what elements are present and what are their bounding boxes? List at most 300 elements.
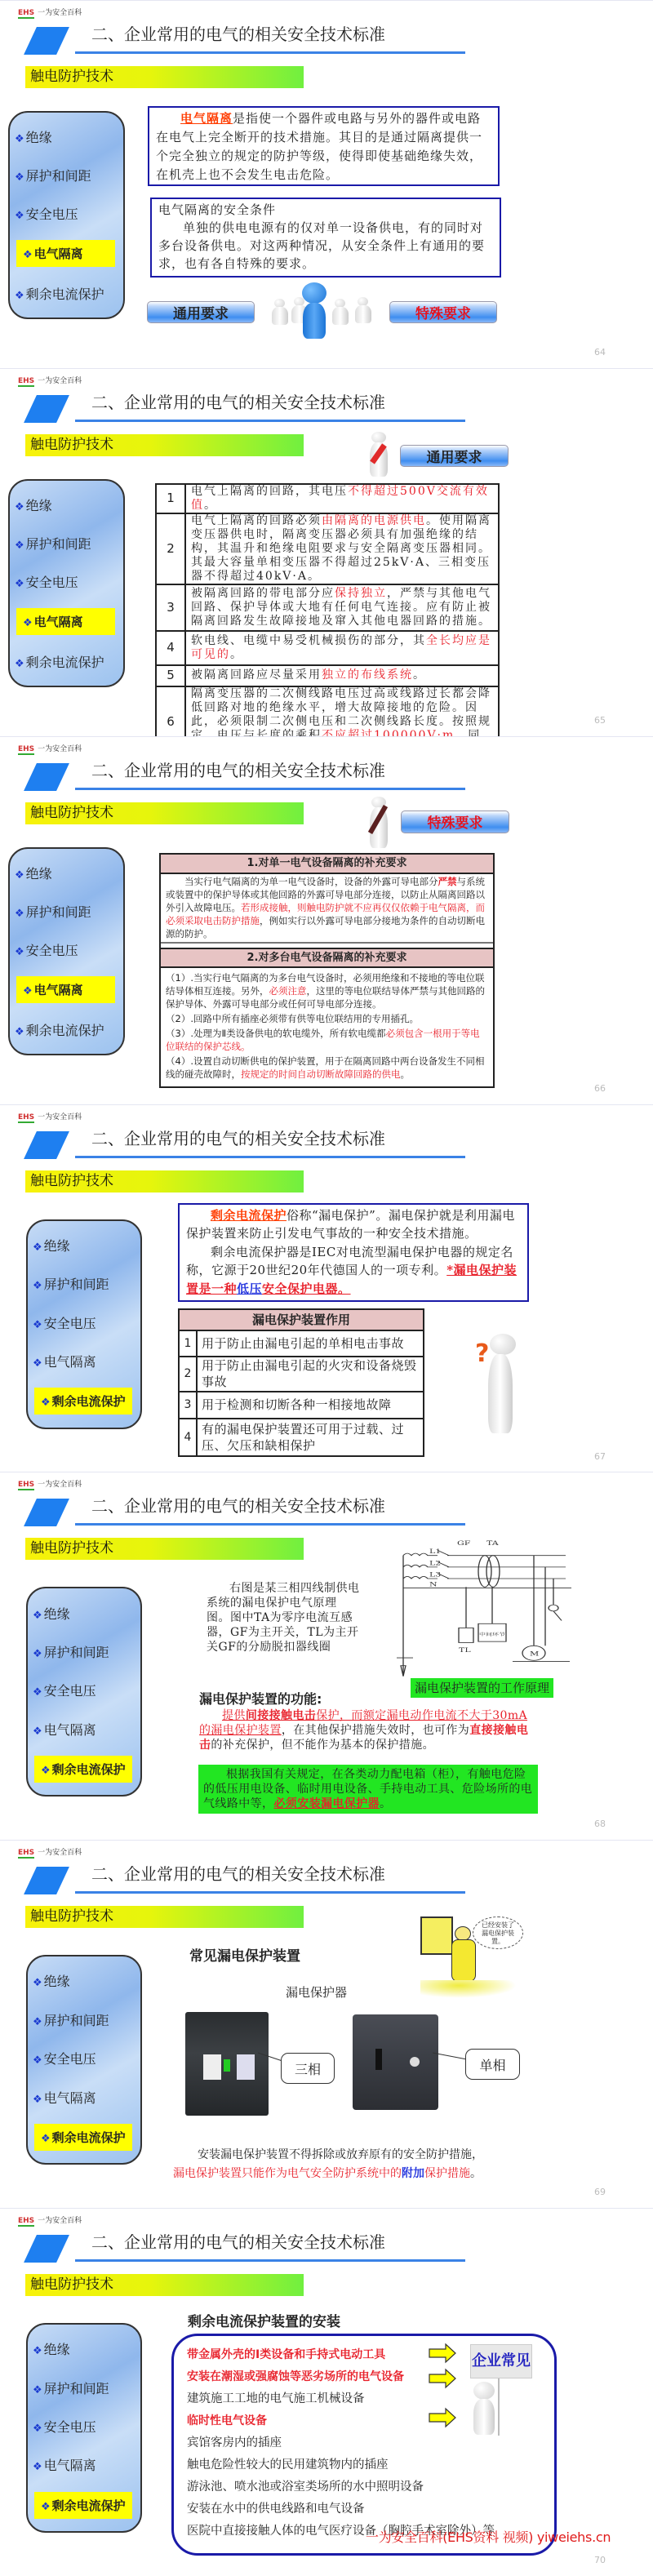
text-segment: 必须包含一根用于等电位联结的保护芯线。 [166,1027,480,1052]
functions-title: 漏电保护装置的功能: [199,1691,322,1708]
nav-item-4[interactable] [34,2124,132,2151]
table-row [179,1330,424,1357]
label-n: N [429,1581,438,1589]
slide-65 [0,368,653,736]
question-mark-icon: ? [475,1339,490,1368]
diamond-bullet-icon: ❖ [41,2132,51,2145]
logo-mark: EHS [18,9,35,17]
nav-item-label: 剩余电流保护 [51,1762,126,1778]
text-segment: 间接接触电击 [245,1709,317,1723]
nav-item-label: 安全电压 [43,2419,96,2436]
page-title: 二、企业常用的电气的相关安全技术标准 [91,760,385,780]
text-segment: 保持独立 [335,586,387,600]
text-segment: （2）.回路中所有插座必须带有供等电位联结用的专用插孔。 [166,1012,419,1024]
text-segment: 电气隔离 [180,111,233,126]
nav-item-2[interactable] [28,1678,140,1702]
diamond-bullet-icon: ❖ [15,133,24,145]
title-accent-shape [24,1867,69,1894]
general-requirements-button[interactable] [147,301,255,323]
general-requirements-table [155,483,500,758]
nav-item-label: 屏护和间距 [25,535,91,552]
text-segment: 安全保护电器。 [262,1281,351,1296]
row-text [185,484,499,513]
single-phase-callout [465,2049,520,2080]
nav-item-2[interactable] [10,570,123,593]
row-number: 1 [156,484,185,513]
button-label: 特殊要求 [427,815,483,833]
nav-item-3[interactable] [16,976,115,1003]
diamond-bullet-icon: ❖ [15,868,24,882]
device-label: 漏电保护器 [286,1985,348,2001]
slide-70 [0,2208,653,2576]
row-text: 用于检测和切断各种一相接地故障 [197,1392,424,1419]
label-gf: GF [457,1540,471,1548]
installation-item: 医院中直接接触人体的电气医疗设备（胸腔手术室除外）等 [187,2525,495,2538]
diamond-bullet-icon: ❖ [33,2461,42,2474]
diamond-bullet-icon: ❖ [33,1241,42,1254]
diamond-bullet-icon: ❖ [33,1977,42,1990]
single-device-header: 1.对单一电气设备隔离的补充要求 [161,855,493,874]
table-row [179,1419,424,1456]
nav-item-2[interactable] [28,2046,140,2070]
arrow-right-icon [429,2344,455,2362]
logo-text: 一为安全百科 [38,744,82,753]
nav-item-0[interactable] [28,1969,140,1992]
logo-text: 一为安全百科 [38,2217,82,2226]
text-segment: 。使用隔离变压器供电时，隔离变压器必须具有加强绝缘的结构，其温升和绝缘电阻要求与安全隔离变压器相同。其最大容量单相变压器不得超过25kV·A、三相变压器不得超过40kV·A。 [191,513,491,583]
text-segment: 与系统或装置中的保护导体或其他回路的外露可导电部分连接，以防止从隔离回路以外引入故障电压。 [166,875,485,913]
text-segment: 隔离变压器的二次侧线路电压过高或线路过长都会降低回路对地的绝缘水平，增大故障接地的危险。因此，必须限制二次侧电压和二次侧线路长度。按照规 [191,686,491,728]
three-phase-callout [281,2053,335,2084]
topic-nav [8,111,125,319]
requirement-item [166,971,488,1010]
row-number: 3 [179,1392,197,1419]
arrow-right-icon [429,2409,455,2427]
definition-text [156,109,491,184]
label-l2: L2 [429,1560,442,1567]
text-segment: 。 [380,1797,392,1811]
nav-item-label: 屏护和间距 [25,904,91,920]
title-underline [75,420,465,422]
nav-item-label: 屏护和间距 [43,2012,109,2028]
diamond-bullet-icon: ❖ [33,1725,42,1738]
text-segment: 被隔离回路的带电部分应 [191,586,335,600]
three-phase-rcd-image [185,2012,269,2116]
nav-item-1[interactable] [28,1272,140,1295]
special-requirements-button[interactable] [389,301,497,323]
text-segment: 保护措施 [424,2167,470,2181]
row-number: 3 [156,584,185,631]
title-underline [75,788,465,790]
nav-item-label: 安全电压 [25,207,78,222]
nav-item-0[interactable] [10,493,123,517]
diamond-bullet-icon: ❖ [33,1686,42,1699]
nav-item-1[interactable] [10,899,123,923]
text-segment: 俗称“漏电保护”。漏电保护就是利用漏电保护装置来防止引发电气事故的一种安全技术措施。 [186,1207,515,1241]
nav-item-label: 绝缘 [43,1237,70,1254]
diamond-bullet-icon: ❖ [33,2054,42,2067]
text-segment: 漏电保护装置只能作为电气安全防护系统中的 [173,2167,402,2181]
logo-mark: EHS [18,1849,35,1858]
table-row [156,513,499,584]
diamond-bullet-icon: ❖ [33,2093,42,2106]
brand-logo [18,7,82,17]
table-row [156,484,499,513]
nav-item-label: 剩余电流保护 [25,654,104,670]
title-accent-shape [24,1131,69,1159]
diamond-bullet-icon: ❖ [33,1357,42,1370]
section-banner: 触电防护技术 [25,1906,304,1928]
button-label: 通用要求 [426,449,482,466]
rcd-definition-text [186,1206,521,1243]
row-text [185,513,499,584]
nav-item-2[interactable] [10,938,123,962]
row-number: 4 [179,1419,197,1456]
logo-text: 一为安全百科 [38,9,82,17]
page-number: 65 [594,714,606,726]
nav-item-label: 安全电压 [43,1683,96,1699]
topic-nav [26,1587,142,1797]
diamond-bullet-icon: ❖ [33,2345,42,2358]
logo-text: 一为安全百科 [38,1113,82,1121]
person-figure-icon [351,297,375,324]
installation-item: 建筑施工工地的电气施工机械设备 [187,2392,365,2406]
installation-item: 游泳池、喷水池或浴室类场所的水中照明设备 [187,2481,424,2494]
diagram-caption: 漏电保护装置的工作原理 [411,1678,553,1698]
person-holding-sign-icon [470,2378,506,2437]
nav-item-label: 屏护和间距 [43,1277,109,1293]
title-underline [75,2259,465,2262]
logo-mark: EHS [18,1481,35,1490]
page-title: 二、企业常用的电气的相关安全技术标准 [91,1128,385,1148]
row-text [185,631,499,665]
nav-item-label: 绝缘 [25,865,52,882]
section-banner: 触电防护技术 [25,1538,304,1560]
row-number: 1 [179,1330,197,1357]
nav-item-4[interactable] [34,1756,132,1783]
diamond-bullet-icon: ❖ [15,171,24,184]
table-row [179,1392,424,1419]
text-segment: 保护，而额定漏电动作电流不大于30mA 的漏电保护装置 [199,1709,528,1738]
diamond-bullet-icon: ❖ [41,1397,51,1410]
title-underline [75,1156,465,1158]
button-label: 特殊要求 [415,306,471,322]
title-accent-shape [24,27,69,55]
rcd-definition-box [178,1203,529,1302]
installation-item: 宾馆客房内的插座 [187,2436,282,2450]
arrow-icons [429,2343,456,2427]
nav-item-0[interactable] [28,1233,140,1257]
nav-item-3[interactable] [28,2453,140,2476]
nav-item-0[interactable] [28,2337,140,2361]
nav-item-3[interactable] [28,1717,140,1741]
watermark: 一为安全百科(EHS资料 视频) yiweiehs.cn [366,2529,611,2546]
label-l1: L1 [429,1548,442,1556]
brand-logo [18,375,82,385]
installation-item: 安装在潮湿或强腐蚀等恶劣场所的电气设备 [187,2370,404,2384]
general-requirements-button[interactable] [400,445,509,467]
nav-item-2[interactable] [28,1311,140,1335]
logo-text: 一为安全百科 [38,376,82,385]
callout-label: 单相 [479,2057,506,2073]
text-segment: 严禁 [438,875,457,887]
nav-item-label: 电气隔离 [43,2458,96,2474]
topic-nav [26,1955,142,2165]
text-segment: 软电线、电缆中易受机械损伤的部分，其 [191,633,426,647]
slide-66 [0,736,653,1104]
label-l3: L3 [429,1571,442,1579]
nav-item-1[interactable] [10,531,123,555]
nav-item-label: 屏护和间距 [25,168,91,184]
page-title: 二、企业常用的电气的相关安全技术标准 [91,2232,385,2253]
row-number: 6 [156,686,185,757]
diamond-bullet-icon: ❖ [15,577,24,590]
topic-nav [8,847,125,1055]
nav-item-1[interactable] [28,2376,140,2400]
text-segment: ，这里的等电位联结导体严禁与其他回路的保护导体、外露可导电部分或任何可导电部分连接。 [166,984,485,1010]
label-ta: TA [486,1540,499,1548]
nav-item-label: 绝缘 [25,497,52,513]
definition-box [148,106,500,186]
callout-label: 三相 [294,2061,321,2077]
page-number: 64 [594,347,606,358]
nav-item-label: 绝缘 [25,130,52,145]
nav-item-0[interactable] [28,1601,140,1625]
diamond-bullet-icon: ❖ [41,2500,51,2513]
row-text: 用于防止由漏电引起的火灾和设备烧毁事故 [197,1357,424,1392]
speech-bubble: 已经安装了漏电保护装置。 [473,1916,523,1949]
row-number: 5 [156,665,185,686]
nav-item-label: 电气隔离 [43,1353,96,1370]
nav-item-2[interactable] [10,202,123,225]
functions-text [199,1708,529,1752]
diamond-bullet-icon: ❖ [33,1609,42,1622]
diamond-bullet-icon: ❖ [15,210,24,222]
nav-item-4[interactable] [34,2492,132,2519]
safety-conditions-box [150,198,501,278]
nav-item-label: 屏护和间距 [43,1644,109,1660]
nav-item-1[interactable] [10,163,123,187]
multi-device-list [161,968,493,1086]
diamond-bullet-icon: ❖ [23,616,33,629]
requirement-item [166,1012,488,1025]
leader-figure-icon [297,282,331,340]
special-requirements-panel [159,853,495,1088]
text-segment: 全长均应是可见的 [191,633,491,661]
devices-heading: 常见漏电保护装置 [189,1948,300,1965]
nav-item-3[interactable] [16,240,115,267]
text-segment: 低压 [237,1281,263,1296]
diamond-bullet-icon: ❖ [15,290,24,302]
title-accent-shape [24,763,69,791]
logo-mark: EHS [18,376,35,385]
section-banner: 触电防护技术 [25,66,304,88]
nav-item-3[interactable] [28,2085,140,2109]
special-requirements-button[interactable] [401,811,509,833]
slide-67 [0,1104,653,1472]
sign-board: 企业常见 [470,2344,532,2378]
button-label: 通用要求 [173,306,229,322]
diamond-bullet-icon: ❖ [33,2423,42,2436]
page-title: 二、企业常用的电气的相关安全技术标准 [91,392,385,412]
title-underline [75,1891,465,1894]
label-intermediate: 中间环节 [479,1632,505,1637]
nav-item-1[interactable] [28,2008,140,2032]
page-number: 70 [594,2555,606,2566]
text-segment: （3）.处理为Ⅱ类设备供电的软电缆外，所有软电缆都 [166,1027,386,1039]
person-with-tool-icon [364,797,393,849]
text-segment: 的补充保护，但不能作为基本的保护措施。 [211,1739,435,1752]
nav-item-label: 屏护和间距 [43,2380,109,2396]
nav-item-label: 绝缘 [43,1606,70,1622]
slide-68 [0,1472,653,1840]
table-row [156,584,499,631]
text-segment: 独立的布线系统 [322,668,413,682]
text-segment: 当实行电气隔离的为单一电气设备时，设备的外露可导电部分 [184,875,438,887]
label-motor: M [530,1650,540,1659]
page-number: 67 [594,1450,606,1462]
nav-item-label: 剩余电流保护 [51,2498,126,2513]
nav-item-label: 安全电压 [25,574,78,590]
nav-item-label: 安全电压 [43,1315,96,1331]
nav-item-label: 剩余电流保护 [51,1394,126,1410]
regulation-box [198,1765,538,1814]
nav-item-4[interactable] [34,1388,132,1415]
logo-text: 一为安全百科 [38,1481,82,1490]
arrow-right-icon [429,2369,455,2387]
nav-item-2[interactable] [28,2414,140,2438]
row-text: 有的漏电保护装置还可用于过载、过压、欠压和缺相保护 [197,1419,424,1456]
title-underline [75,1523,465,1526]
nav-item-1[interactable] [28,1640,140,1663]
nav-item-label: 剩余电流保护 [25,1022,104,1038]
label-tl: TL [459,1647,471,1654]
text-segment: 提供 [222,1709,246,1723]
person-figure-icon [328,299,353,326]
section-banner: 触电防护技术 [25,434,304,456]
page-title: 二、企业常用的电气的相关安全技术标准 [91,1496,385,1517]
nav-item-label: 安全电压 [43,2051,96,2067]
installation-item: 安装在水中的供电线路和电气设备 [187,2503,365,2516]
page-number: 66 [594,1082,606,1094]
text-segment: 若形成接触，则触电防护就不应再仅仅依赖于电气隔离，而必须采取电击防护措施 [166,901,485,926]
brand-logo [18,743,82,753]
nav-item-3[interactable] [16,608,115,635]
text-segment: 由隔离的电源供电 [322,513,426,527]
title-accent-shape [24,2235,69,2263]
diamond-bullet-icon: ❖ [33,2015,42,2028]
text-segment: ，在其他保护措施失效时，也可作为 [281,1724,470,1738]
title-underline [75,51,465,54]
diagram-description: 右图是某三相四线制供电系统的漏电保护电气原理图。图中TA为零序电流互感器，GF为主开关，TL为主开关GF的分励脱扣器线圈 [207,1582,360,1654]
text-segment: ，例如实行以外露可导电部分接地为条件的自动切断电源的防护。 [166,914,485,939]
text-segment: 电气上隔离的回路，其电压 [191,484,348,498]
person-with-tool-icon [364,432,393,477]
topic-nav [26,1219,142,1429]
text-segment: *漏电保护装置是一种 [186,1263,518,1296]
text-segment: 不得超过500V交流有效值 [191,484,489,512]
supplementary-note [173,2166,482,2181]
installation-item: 触电危险性较大的民用建筑物内的插座 [187,2458,389,2472]
safety-conditions-title: 电气隔离的安全条件 [158,202,277,217]
nav-item-3[interactable] [28,1349,140,1373]
text-segment: 根据我国有关规定，在各类动力配电箱（柜），有触电危险的低压用电设备、临时用电设备、手持电动工具、危险场所的电气线路中等， [203,1768,533,1811]
diamond-bullet-icon: ❖ [15,657,24,670]
nav-item-label: 电气隔离 [33,614,83,629]
page-title: 二、企业常用的电气的相关安全技术标准 [91,1864,385,1885]
nav-item-label: 电气隔离 [43,2090,96,2106]
nav-item-4[interactable] [10,650,123,673]
worker-cartoon-icon [420,1916,526,1998]
single-device-text [161,874,493,942]
nav-item-4[interactable] [10,1018,123,1042]
topic-nav [26,2323,142,2533]
text-segment: （1）.当实行电气隔离的为多台电气设备时，必须用绝缘和不接地的等电位联结导体相互连接。另外， [166,971,485,997]
text-segment: 。 [230,647,243,661]
brand-logo [18,1111,82,1121]
question-person-icon [473,1334,524,1436]
requirement-item [166,1055,488,1081]
installation-heading: 剩余电流保护装置的安装 [188,2314,340,2331]
text-segment: （4）.设置自动切断供电的保护装置，用于在隔离回路中两台设备发生不同相线的碰壳故障时， [166,1055,485,1080]
section-banner: 触电防护技术 [25,2274,304,2296]
diamond-bullet-icon: ❖ [15,907,24,920]
nav-item-label: 安全电压 [25,942,78,958]
logo-mark: EHS [18,2217,35,2226]
topic-nav [8,479,125,687]
nav-item-4[interactable] [10,282,123,305]
diamond-bullet-icon: ❖ [23,984,33,997]
nav-item-label: 绝缘 [43,2342,70,2358]
diamond-bullet-icon: ❖ [15,500,24,513]
multi-device-header: 2.对多台电气设备隔离的补充要求 [161,949,493,968]
installation-list [187,2344,495,2543]
table-title: 漏电保护装置作用 [179,1309,424,1330]
diamond-bullet-icon: ❖ [33,1318,42,1331]
brand-logo [18,1846,82,1857]
installation-note: 安装漏电保护装置不得拆除或放弃原有的安全防护措施， [198,2148,483,2162]
leakage-circuit-diagram [390,1534,574,1681]
slide-64 [0,0,653,368]
text-segment: 。 [470,2167,482,2181]
row-text: 用于防止由漏电引起的单相电击事故 [197,1330,424,1357]
nav-item-label: 电气隔离 [43,1721,96,1738]
diamond-bullet-icon: ❖ [41,1765,51,1778]
nav-item-0[interactable] [10,861,123,885]
safety-conditions-text: 单独的供电电源有的仅对单一设备供电，有的同时对多台设备供电。对这两种情况，从安全条件上有通用的要求，也有各自特殊的要求。 [158,220,486,271]
section-banner: 触电防护技术 [25,802,304,824]
slide-69 [0,1840,653,2208]
page-title: 二、企业常用的电气的相关安全技术标准 [91,24,385,44]
text-segment: 电气上隔离的回路必须 [191,513,322,527]
text-segment: 。 [204,498,217,512]
text-segment: 直接接触电击 [199,1724,529,1752]
text-segment: 被隔离回路应尽量采用 [191,668,322,682]
nav-item-0[interactable] [10,125,123,149]
nav-item-label: 剩余电流保护 [51,2130,126,2145]
logo-mark: EHS [18,1113,35,1121]
logo-mark: EHS [18,744,35,753]
rcd-origin-text [186,1243,521,1299]
title-accent-shape [24,395,69,423]
diamond-bullet-icon: ❖ [33,1647,42,1660]
text-segment: ，严禁与其他电气回路、保护导体或大地有任何电气连接。应有防止被隔离回路发生故障接地及窜入其他电器回路的措施。 [191,586,491,628]
row-number: 2 [156,513,185,584]
diamond-bullet-icon: ❖ [33,1280,42,1293]
diamond-bullet-icon: ❖ [33,2383,42,2396]
row-number: 2 [179,1357,197,1392]
diamond-bullet-icon: ❖ [15,945,24,958]
